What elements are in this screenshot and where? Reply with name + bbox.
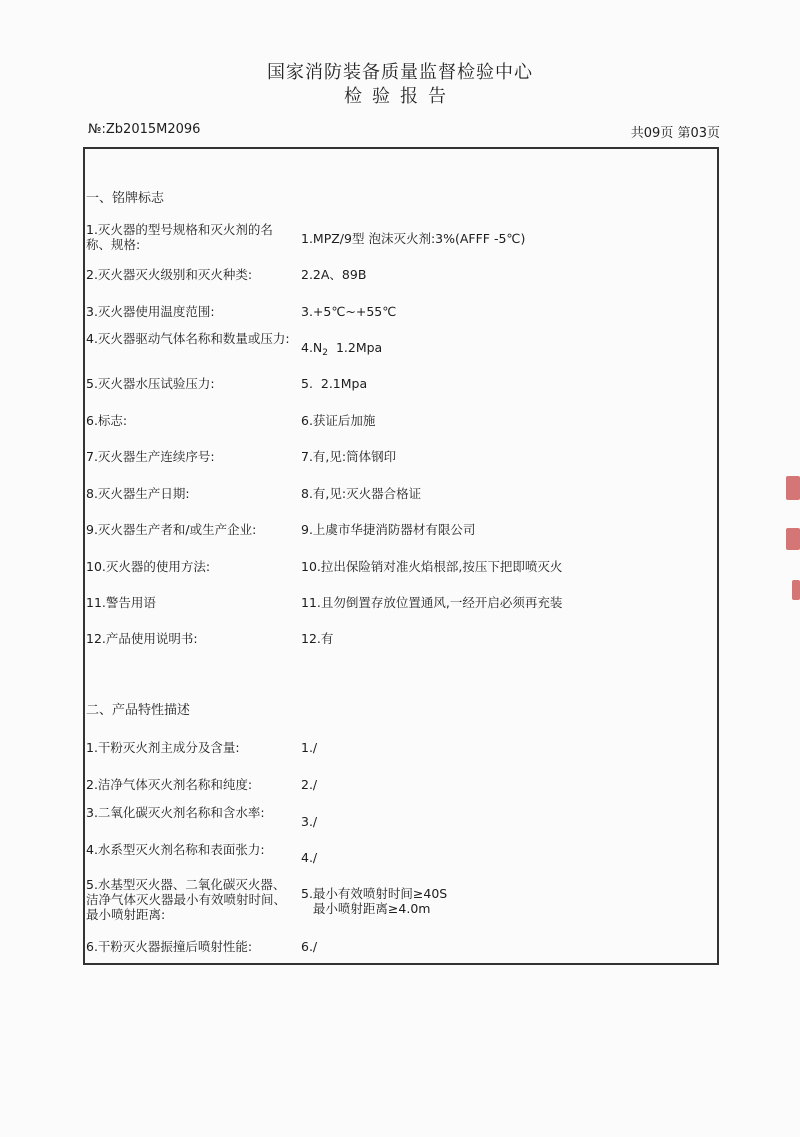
seal-mark [786, 528, 800, 550]
item-label: 11.警告用语 [86, 595, 156, 610]
seal-mark [792, 580, 800, 600]
value-subscript: 2 [322, 348, 329, 358]
item-value: 6.获证后加施 [301, 413, 376, 428]
item-label: 3.二氧化碳灭火剂名称和含水率: [86, 805, 265, 820]
item-label: 4.灭火器驱动气体名称和数量或压力: [86, 331, 290, 346]
item-label: 1.干粉灭火剂主成分及含量: [86, 740, 240, 755]
item-label: 3.灭火器使用温度范围: [86, 304, 215, 319]
item-value: 3./ [301, 814, 318, 829]
item-label: 2.洁净气体灭火剂名称和纯度: [86, 777, 253, 792]
item-label: 9.灭火器生产者和/或生产企业: [86, 522, 257, 537]
item-label: 6.干粉灭火器振撞后喷射性能: [86, 939, 253, 954]
item-value: 5. 2.1Mpa [301, 376, 368, 391]
item-label: 8.灭火器生产日期: [86, 486, 190, 501]
report-title: 检验报告 [344, 86, 456, 107]
item-label: 6.标志: [86, 413, 128, 428]
item-value: 1./ [301, 740, 318, 755]
item-label: 2.灭火器灭火级别和灭火种类: [86, 267, 253, 282]
item-value: 2./ [301, 777, 318, 792]
item-value: 9.上虞市华捷消防器材有限公司 [301, 522, 476, 537]
item-value: 11.且勿倒置存放位置通风,一经开启必须再充装 [301, 595, 563, 610]
page-info: 共09页 第03页 [630, 126, 720, 141]
item-label: 5.灭火器水压试验压力: [86, 376, 215, 391]
item-label: 4.水系型灭火剂名称和表面张力: [86, 842, 265, 857]
item-value: 2.2A、89B [301, 267, 367, 282]
item-label: 1.灭火器的型号规格和灭火剂的名称、规格: [86, 222, 273, 252]
value-prefix: 4.N [301, 340, 323, 355]
item-value: 10.拉出保险销对准火焰根部,按压下把即喷灭火 [301, 559, 563, 574]
org-title: 国家消防装备质量监督检验中心 [267, 62, 533, 83]
item-label: 5.水基型灭火器、二氧化碳灭火器、洁净气体灭火器最小有效喷射时间、最小喷射距离: [86, 877, 287, 922]
item-value [301, 340, 701, 361]
item-value: 12.有 [301, 631, 334, 646]
item-label: 10.灭火器的使用方法: [86, 559, 211, 574]
section-title: 二、产品特性描述 [86, 703, 191, 718]
section-title: 一、铭牌标志 [86, 191, 165, 206]
item-value: 4./ [301, 850, 318, 865]
item-value: 3.+5℃~+55℃ [301, 304, 397, 319]
item-value: 7.有,见:筒体钢印 [301, 449, 397, 464]
document-number: №:Zb2015M2096 [88, 122, 201, 137]
item-label: 12.产品使用说明书: [86, 631, 198, 646]
seal-mark [786, 476, 800, 500]
item-value: 5.最小有效喷射时间≥40S 最小喷射距离≥4.0m [301, 886, 448, 916]
item-value: 1.MPZ/9型 泡沫灭火剂:3%(AFFF -5℃) [301, 231, 526, 246]
item-value: 8.有,见:灭火器合格证 [301, 486, 422, 501]
item-label: 7.灭火器生产连续序号: [86, 449, 215, 464]
value-suffix: 1.2Mpa [328, 340, 383, 355]
item-value: 6./ [301, 939, 318, 954]
